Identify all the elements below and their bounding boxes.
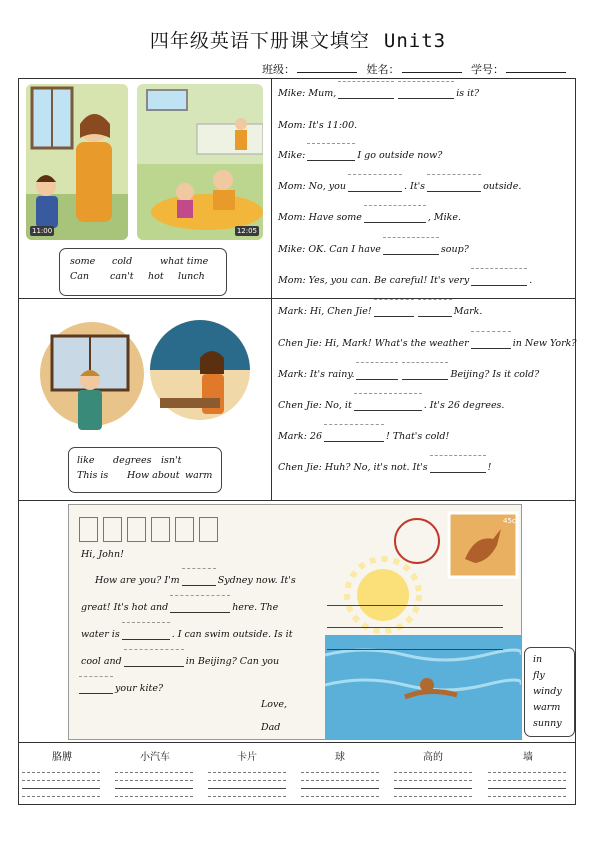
dialogue-line: Chen Jie: No, it . It's 26 degrees. xyxy=(278,400,505,411)
vocab-writing-area[interactable] xyxy=(115,768,195,798)
blank-field[interactable] xyxy=(471,276,527,286)
word-item: what time xyxy=(160,256,209,267)
blank-field[interactable] xyxy=(364,213,426,223)
address-line xyxy=(327,627,503,628)
name-label: 姓名： xyxy=(366,63,400,76)
blank-field[interactable] xyxy=(122,630,170,640)
stamp-value: 45c xyxy=(503,517,516,525)
blank-field[interactable] xyxy=(374,307,414,317)
word-item: Can xyxy=(70,271,90,282)
vocab-writing-area[interactable] xyxy=(301,768,381,798)
vocab-word: 胳膊 xyxy=(52,752,72,763)
letter-line: How are you? I'm Sydney now. It's xyxy=(95,575,296,586)
dialogue-line: Mike: OK. Can I have soup? xyxy=(278,244,469,255)
dialogue-line: Mom: Have some , Mike. xyxy=(278,212,462,223)
word-item: can't xyxy=(110,271,134,282)
blank-field[interactable] xyxy=(170,603,230,613)
word-item: fly xyxy=(533,670,545,681)
kitchen-picture-left xyxy=(26,84,128,240)
vocab-word: 小汽车 xyxy=(140,752,170,763)
vocab-word: 球 xyxy=(335,752,345,763)
dialogue-line: Mark: Hi, Chen Jie! Mark. xyxy=(278,306,483,317)
letter-greeting: Hi, John! xyxy=(81,549,124,560)
postcode-box xyxy=(79,517,98,542)
blank-field[interactable] xyxy=(430,463,486,473)
word-item: How about xyxy=(127,470,180,481)
blank-field[interactable] xyxy=(348,182,402,192)
word-item: like xyxy=(77,455,95,466)
unit-label: Unit3 xyxy=(383,30,447,52)
word-item: isn't xyxy=(161,455,182,466)
column-divider xyxy=(271,78,272,500)
word-item: warm xyxy=(185,470,213,481)
row-divider xyxy=(18,298,576,299)
vocab-word: 墙 xyxy=(523,752,533,763)
word-bank-2 xyxy=(68,447,222,493)
letter-line: your kite? xyxy=(77,683,163,694)
lunch-table-illustration xyxy=(137,84,263,240)
letter-line: great! It's hot and here. The xyxy=(81,602,279,613)
vocab-writing-area[interactable] xyxy=(394,768,474,798)
letter-line: cool and in Beijing? Can you xyxy=(81,656,280,667)
word-bank-1 xyxy=(59,248,227,296)
dialogue-line: Mom: No, you . It's outside. xyxy=(278,181,522,192)
blank-field[interactable] xyxy=(398,89,454,99)
blank-field[interactable] xyxy=(418,307,452,317)
word-bank-3 xyxy=(524,647,575,737)
word-item: cold xyxy=(112,256,133,267)
postcode-box xyxy=(127,517,146,542)
number-label: 学号： xyxy=(471,63,504,76)
postcard xyxy=(68,504,522,740)
title-text: 四年级英语下册课文填空 xyxy=(149,30,370,52)
word-item: in xyxy=(533,654,543,665)
word-item: sunny xyxy=(533,718,562,729)
name-field[interactable] xyxy=(402,72,462,73)
blank-field[interactable] xyxy=(182,576,216,586)
postcode-box xyxy=(103,517,122,542)
word-item: This is xyxy=(77,470,109,481)
blank-field[interactable] xyxy=(383,245,439,255)
letter-line: water is . I can swim outside. Is it xyxy=(81,629,293,640)
kitchen-picture-right xyxy=(137,84,263,240)
blank-field[interactable] xyxy=(402,370,448,380)
clock-label-right: 12:05 xyxy=(236,227,257,235)
word-item: hot xyxy=(148,271,164,282)
class-label: 班级： xyxy=(262,63,295,76)
blank-field[interactable] xyxy=(338,89,394,99)
blank-field[interactable] xyxy=(427,182,481,192)
vocab-word: 卡片 xyxy=(237,752,257,763)
mom-window-illustration xyxy=(26,84,128,240)
dialogue-line: Mom: It's 11:00. xyxy=(278,120,358,131)
blank-field[interactable] xyxy=(324,432,384,442)
blank-field[interactable] xyxy=(471,339,511,349)
postcode-box xyxy=(151,517,170,542)
word-item: lunch xyxy=(178,271,205,282)
class-field[interactable] xyxy=(297,72,357,73)
vocab-word: 高的 xyxy=(423,752,443,763)
word-item: warm xyxy=(533,702,561,713)
student-info xyxy=(262,61,572,77)
number-field[interactable] xyxy=(506,72,566,73)
row-divider xyxy=(18,500,576,501)
address-line xyxy=(327,605,503,606)
letter-closing: Love, xyxy=(261,699,288,710)
word-item: windy xyxy=(533,686,562,697)
phone-call-illustration xyxy=(38,318,268,442)
blank-field[interactable] xyxy=(307,151,355,161)
postcode-box xyxy=(199,517,218,542)
vocab-writing-area[interactable] xyxy=(488,768,568,798)
dialogue-line: Mark: It's rainy. Beijing? Is it cold? xyxy=(278,369,540,380)
dialogue-line: Mike: Mum, is it? xyxy=(278,88,480,99)
page-title xyxy=(0,26,596,53)
blank-field[interactable] xyxy=(124,657,184,667)
clock-label-left: 11:00 xyxy=(32,227,53,235)
vocab-writing-area[interactable] xyxy=(22,768,102,798)
blank-field[interactable] xyxy=(354,401,422,411)
vocab-writing-area[interactable] xyxy=(208,768,288,798)
dialogue-line: Chen Jie: Hi, Mark! What's the weather in New York? xyxy=(278,338,577,349)
beach-illustration xyxy=(325,505,521,739)
word-item: degrees xyxy=(113,455,152,466)
postcode-box xyxy=(175,517,194,542)
dialogue-line: Mom: Yes, you can. Be careful! It's very . xyxy=(278,275,533,286)
dialogue-line: Mike: I go outside now? xyxy=(278,150,443,161)
dialogue-line: Chen Jie: Huh? No, it's not. It's ! xyxy=(278,462,492,473)
address-line xyxy=(327,649,503,650)
dialogue-line: Mark: 26 ! That's cold! xyxy=(278,431,450,442)
letter-signature: Dad xyxy=(261,722,281,733)
blank-field[interactable] xyxy=(356,370,398,380)
blank-field[interactable] xyxy=(79,684,113,694)
row-divider xyxy=(18,742,576,743)
word-item: some xyxy=(70,256,96,267)
